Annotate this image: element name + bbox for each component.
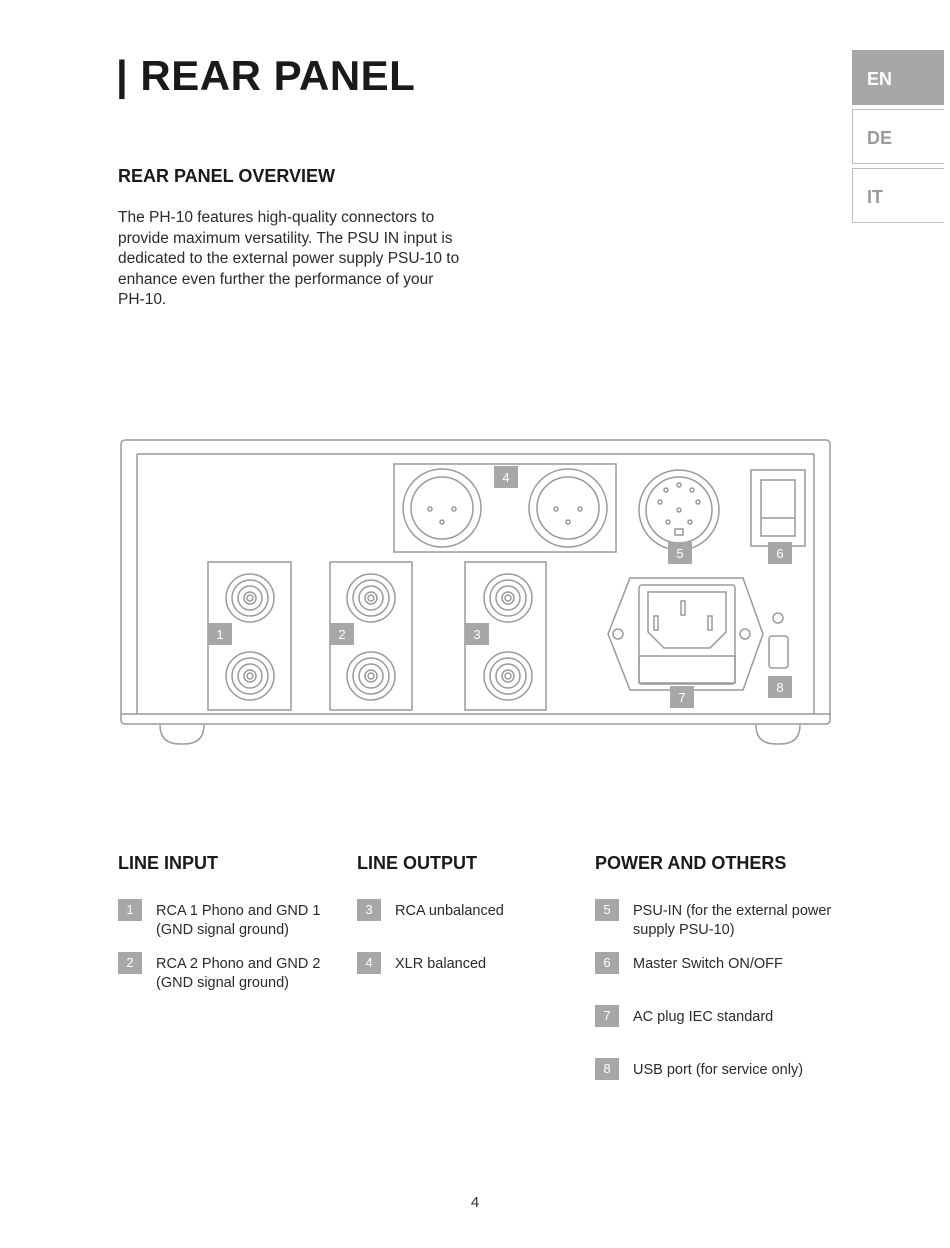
callout-5: [668, 542, 692, 564]
legend-item-text: USB port (for service only): [633, 1062, 804, 1078]
legend-number-badge: 5: [595, 899, 619, 921]
usb-port: [769, 613, 788, 668]
legend-number-badge: 2: [118, 952, 142, 974]
legend-number-badge: 6: [595, 952, 619, 974]
callout-3-label: 3: [473, 627, 481, 642]
callout-1: [208, 623, 232, 645]
legend-power-title: POWER AND OTHERS: [595, 853, 787, 873]
legend-number-badge: 7: [595, 1005, 619, 1027]
callout-2: [330, 623, 354, 645]
legend-line-output: [357, 853, 587, 972]
legend-number-badge: 8: [595, 1058, 619, 1080]
callout-3: [465, 623, 489, 645]
callout-4-label: 4: [502, 470, 510, 485]
tab-language-en[interactable]: EN: [852, 50, 944, 105]
psu-in-connector: [639, 470, 719, 550]
page-title: | REAR PANEL: [116, 52, 416, 99]
tab-language-it[interactable]: IT: [852, 168, 944, 223]
rear-panel-diagram: [118, 438, 834, 750]
callout-8-label: 8: [776, 680, 784, 695]
page-number: 4: [470, 1194, 480, 1211]
master-switch: [751, 470, 805, 546]
legend-line-input-title: LINE INPUT: [118, 853, 219, 873]
iec-ac-inlet: [608, 578, 763, 690]
legend-item-text: PSU-IN (for the external power supply PSU-10): [633, 903, 832, 938]
callout-7-label: 7: [678, 690, 686, 705]
legend-number-badge: 3: [357, 899, 381, 921]
callout-4: [494, 466, 518, 488]
callout-1-label: 1: [216, 627, 224, 642]
overview-paragraph: The PH-10 features high-quality connectors to provide maximum versatility. The PSU IN input is dedicated to the external power supply PSU-10 to enhance even further the performance of your PH-10.: [118, 209, 460, 308]
legend-line-output-title: LINE OUTPUT: [357, 853, 477, 873]
callout-6-label: 6: [776, 546, 784, 561]
legend-item-text: AC plug IEC standard: [633, 1009, 774, 1025]
legend-line-input: [118, 853, 348, 991]
legend-power-and-others: [595, 853, 845, 1078]
callout-6: [768, 542, 792, 564]
legend-item-text: RCA 1 Phono and GND 1 (GND signal ground): [156, 903, 321, 938]
callout-7: [670, 686, 694, 708]
tab-language-de[interactable]: DE: [852, 109, 944, 164]
legend-item-text: RCA unbalanced: [395, 903, 504, 919]
legend-item-text: RCA 2 Phono and GND 2 (GND signal ground): [156, 956, 321, 991]
legend-item-text: Master Switch ON/OFF: [633, 956, 783, 972]
overview-heading: REAR PANEL OVERVIEW: [118, 166, 336, 186]
callout-2-label: 2: [338, 627, 346, 642]
callout-5-label: 5: [676, 546, 684, 561]
legend-item-text: XLR balanced: [395, 956, 487, 972]
language-tabs: [852, 50, 944, 227]
legend-number-badge: 1: [118, 899, 142, 921]
legend-number-badge: 4: [357, 952, 381, 974]
callout-8: [768, 676, 792, 698]
